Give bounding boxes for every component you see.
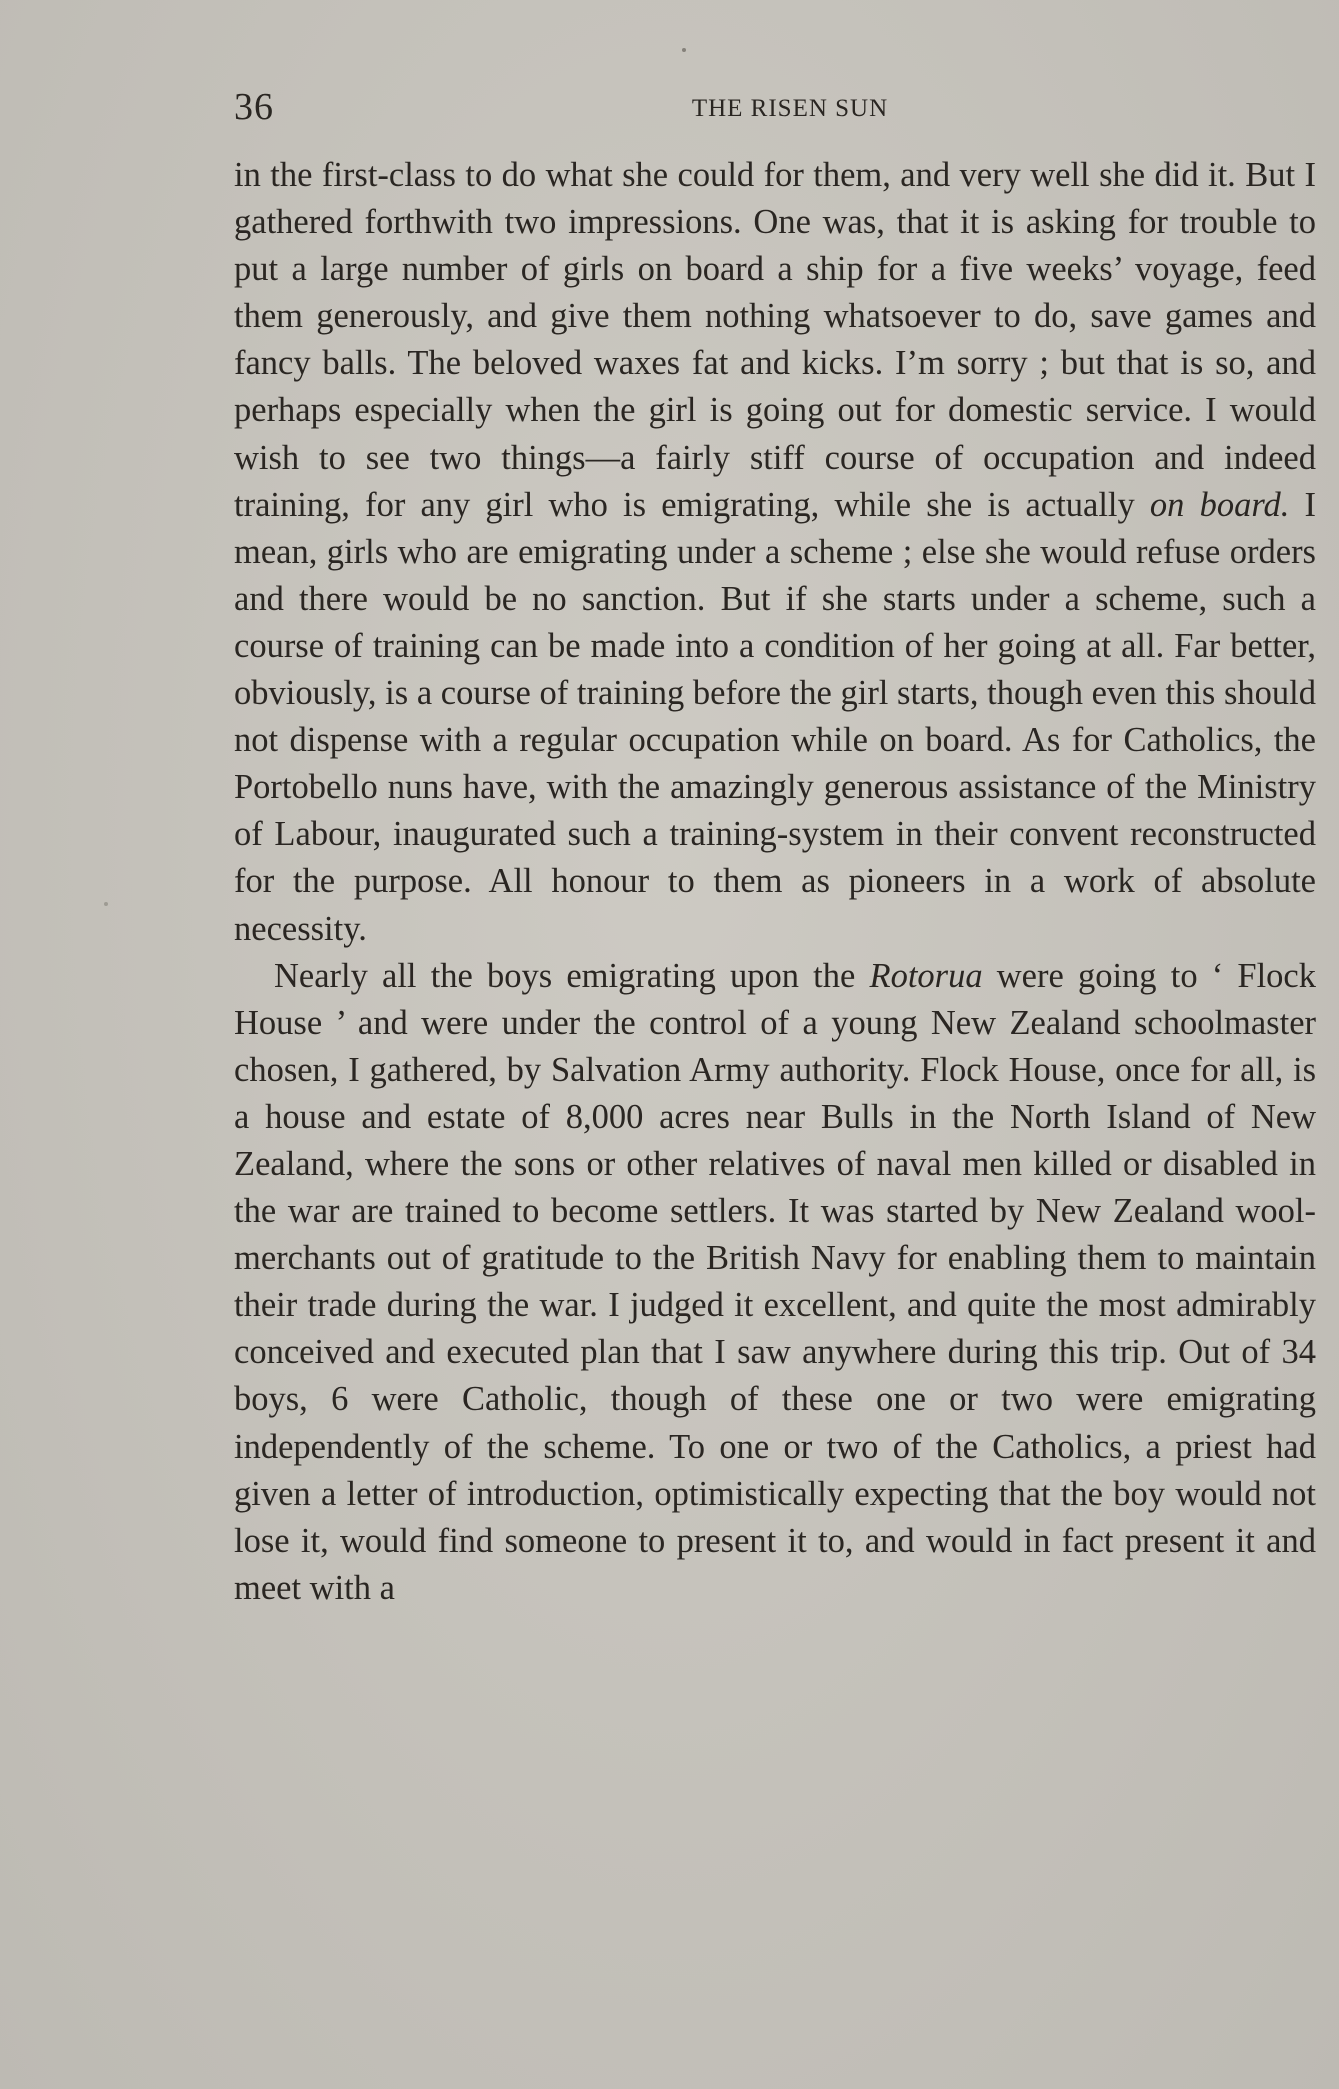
- paragraph-1-italic-on-board: on board.: [1149, 485, 1290, 524]
- paragraph-1-text-1: in the first-class to do what she could for them, and very well she did it. But I gathered forthwith two impressions. One was, that it is asking for trouble to put a large number of girls on board a ship for a five weeks’ voyage, feed them generously, and give them nothing whatsoever to do, save games and fancy balls. The beloved waxes fat and kicks. I’m sorry ; but that is so, and perhaps especially when the girl is going out for domestic service. I would wish to see two things—a fairly stiff course of occupation and indeed training, for any girl who is emigrating, while she is actually: [234, 156, 1316, 524]
- paragraph-2-italic-ship-name: Rotorua: [869, 956, 983, 995]
- running-title: THE RISEN SUN: [691, 95, 889, 122]
- page-number: 36: [234, 86, 274, 128]
- paragraph-1: [234, 152, 1316, 953]
- ink-speck: [682, 48, 686, 52]
- body-text: [234, 152, 1316, 1612]
- ink-speck: [104, 902, 108, 906]
- running-head: [234, 82, 1316, 132]
- paragraph-2: [234, 953, 1316, 1612]
- paragraph-2-text-1: Nearly all the boys emigrating upon the: [274, 956, 870, 995]
- paragraph-1-text-2: I mean, girls who are emigrating under a scheme ; else she would refuse orders and there would be no sanction. But if she starts under a scheme, such a course of training can be made into a condition of her going at all. Far better, obviously, is a course of training before the girl starts, though even this should not dispense with a regular occupation while on board. As for Catholics, the Portobello nuns have, with the amazingly generous assistance of the Ministry of Labour, inaugurated such a training-system in their convent reconstructed for the purpose. All honour to them as pioneers in a work of absolute necessity.: [234, 485, 1317, 948]
- paragraph-2-text-2: were going to ‘ Flock House ’ and were under the control of a young New Zealand schoolmaster chosen, I gathered, by Salvation Army authority. Flock House, once for all, is a house and estate of 8,000 acres near Bulls in the North Island of New Zealand, where the sons or other relatives of naval men killed or disabled in the war are trained to become settlers. It was started by New Zealand wool-merchants out of gratitude to the British Navy for enabling them to maintain their trade during the war. I judged it excellent, and quite the most admirably conceived and executed plan that I saw anywhere during this trip. Out of 34 boys, 6 were Catholic, though of these one or two were emigrating independently of the scheme. To one or two of the Catholics, a priest had given a letter of introduction, optimistically expecting that the boy would not lose it, would find someone to present it to, and would in fact present it and meet with a: [234, 956, 1316, 1607]
